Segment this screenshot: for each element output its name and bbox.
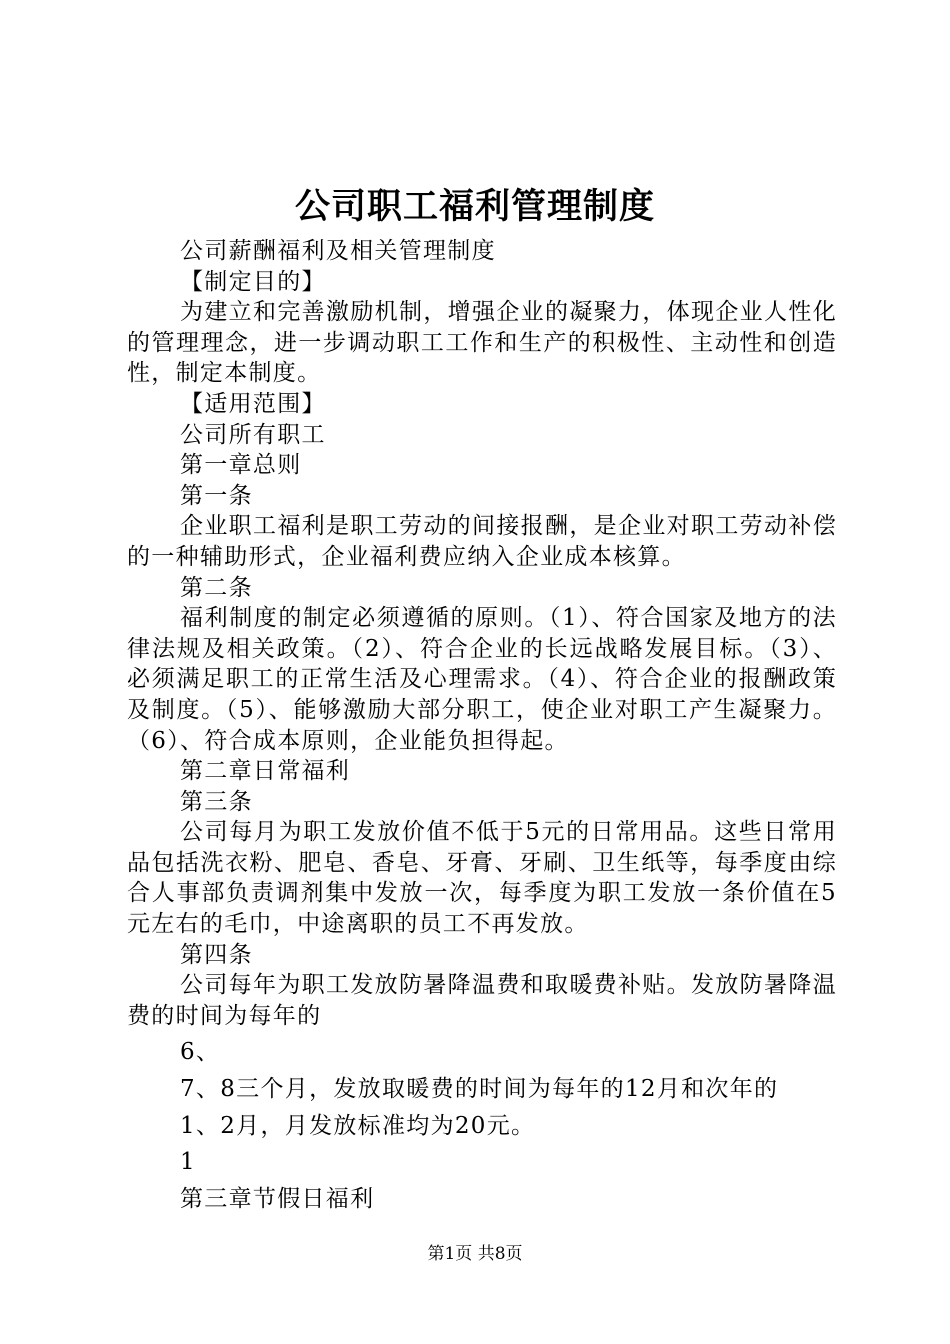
paragraph: 为建立和完善激励机制，增强企业的凝聚力，体现企业人性化的管理理念，进一步调动职工工作和生产的积极性、主动性和创造性，制定本制度。 <box>127 299 837 387</box>
page-number-fragment: 1 <box>180 1149 196 1176</box>
paragraph: 企业职工福利是职工劳动的间接报酬，是企业对职工劳动补偿的一种辅助形式，企业福利费应纳入企业成本核算。 <box>127 513 837 570</box>
chapter-heading: 第三章节假日福利 <box>180 1185 375 1212</box>
paragraph: 公司所有职工 <box>180 421 326 448</box>
paragraph: 公司薪酬福利及相关管理制度 <box>180 238 496 264</box>
article-heading: 第一条 <box>180 482 253 509</box>
article-heading: 第四条 <box>180 941 253 968</box>
document-body <box>127 236 837 1214</box>
chapter-heading: 第二章日常福利 <box>180 758 351 785</box>
article-heading: 第三条 <box>180 788 253 815</box>
document-title: 公司职工福利管理制度 <box>294 186 655 227</box>
page-footer: 第1页 共8页 <box>427 1244 523 1264</box>
article-heading: 第二条 <box>180 574 253 601</box>
text-fragment: 7、8三个月，发放取暖费的时间为每年的12月和次年的 <box>180 1076 779 1103</box>
text-fragment: 6、 <box>180 1039 221 1066</box>
text-fragment: 1、2月，月发放标准均为20元。 <box>180 1112 536 1139</box>
paragraph: 福利制度的制定必须遵循的原则。（1）、符合国家及地方的法律法规及相关政策。（2）、符合企业的长远战略发展目标。（3）、必须满足职工的正常生活及心理需求。（4）、符合企业的报酬政策及制度。（5）、能够激励大部分职工，使企业对职工产生凝聚力。（6）、符合成本原则，企业能负担得起。 <box>127 605 837 754</box>
chapter-heading: 第一章总则 <box>180 452 302 479</box>
section-heading: 【适用范围】 <box>180 390 326 417</box>
paragraph: 公司每年为职工发放防暑降温费和取暖费补贴。发放防暑降温费的时间为每年的 <box>127 972 837 1029</box>
section-heading: 【制定目的】 <box>180 268 326 295</box>
paragraph: 公司每月为职工发放价值不低于5元的日常用品。这些日常用品包括洗衣粉、肥皂、香皂、牙膏、牙刷、卫生纸等，每季度由综合人事部负责调剂集中发放一次，每季度为职工发放一条价值在5元左右的毛巾，中途离职的员工不再发放。 <box>127 819 837 938</box>
